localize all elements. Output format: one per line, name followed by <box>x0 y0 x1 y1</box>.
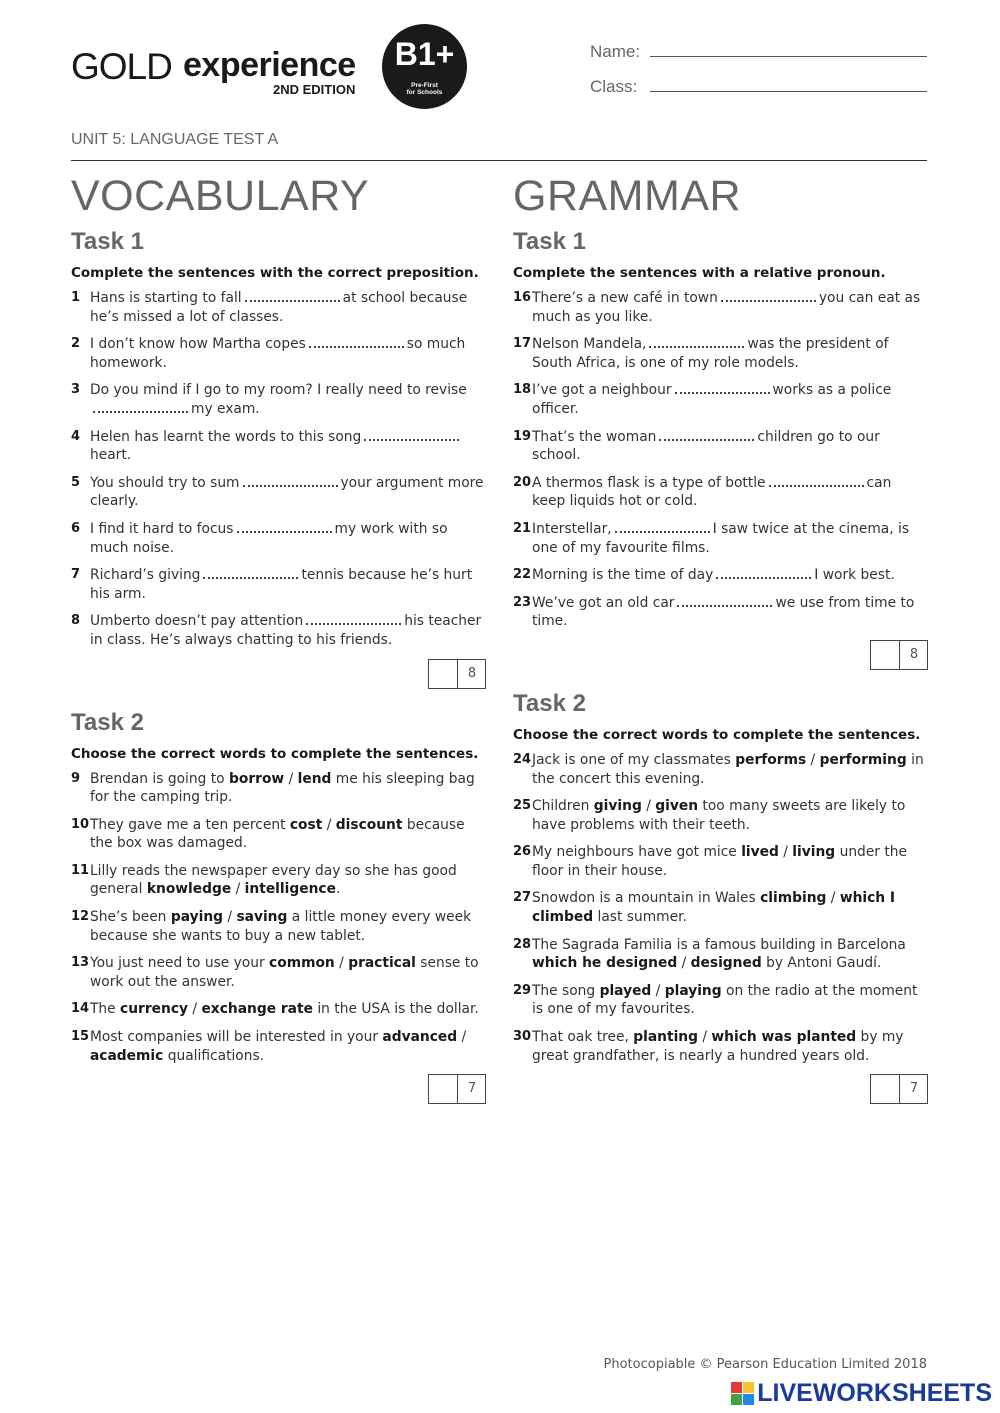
grammar-task1-title: Task 1 <box>513 228 586 255</box>
option-b[interactable]: given <box>655 798 699 815</box>
question-text: There’s a new café in town <box>532 290 718 306</box>
option-a[interactable]: which he designed <box>532 955 678 972</box>
question-text: by my great grandfather, is nearly a hundred years old. <box>532 1029 904 1064</box>
question-text: too many sweets are likely to have problems with their teeth. <box>532 798 906 833</box>
liveworksheets-text: LIVEWORKSHEETS <box>757 1379 992 1407</box>
option-separator: / <box>677 955 691 972</box>
question-text: Most companies will be interested in your <box>90 1029 383 1046</box>
question-number: 11 <box>71 862 90 878</box>
question-text: We’ve got an old car <box>532 594 675 611</box>
question-text: She’s been <box>90 909 171 926</box>
name-label: Name: <box>590 42 641 61</box>
option-b[interactable]: playing <box>664 982 722 999</box>
question-item <box>71 816 486 853</box>
page-header <box>71 24 927 114</box>
answer-gap[interactable] <box>677 595 772 607</box>
score-max: 8 <box>467 665 477 681</box>
question-text: works as a police officer. <box>532 382 892 417</box>
answer-gap[interactable] <box>364 429 459 441</box>
question-text: me his sleeping bag for the camping trip. <box>90 770 475 806</box>
option-separator: / <box>806 751 820 768</box>
question-item <box>513 889 928 926</box>
question-text: Richard’s giving <box>90 567 201 584</box>
question-number: 16 <box>513 290 532 305</box>
question-text: your argument more clearly. <box>90 474 484 510</box>
score-box <box>428 659 486 689</box>
question-item <box>513 751 928 788</box>
question-text: in the USA is the dollar. <box>312 1001 479 1018</box>
question-text: Do you mind if I go to my room? I really need to revise <box>90 382 467 399</box>
question-number: 13 <box>71 955 90 971</box>
question-text: Nelson Mandela, <box>532 336 647 353</box>
class-label: Class: <box>590 77 638 96</box>
vocab-task2-instruction: Choose the correct words to complete the sentences. <box>71 745 479 762</box>
question-number: 2 <box>71 336 81 352</box>
question-text: last summer. <box>593 909 687 926</box>
question-text: children go to our school. <box>532 428 880 464</box>
question-item <box>513 520 928 557</box>
question-number: 3 <box>71 382 81 398</box>
grammar-task1-instruction: Complete the sentences with a relative pronoun. <box>513 265 886 281</box>
option-a[interactable]: played <box>599 982 652 999</box>
question-number: 20 <box>513 474 532 490</box>
badge-level: B1+ <box>394 36 455 72</box>
option-a[interactable]: climbing <box>760 890 827 907</box>
answer-gap[interactable] <box>237 521 332 533</box>
question-number: 24 <box>513 751 532 767</box>
option-b[interactable]: which I climbed <box>532 890 896 926</box>
logo-edition-text: 2ND EDITION <box>273 82 356 97</box>
question-number: 29 <box>513 982 532 998</box>
score-max: 8 <box>909 646 919 662</box>
option-a[interactable]: giving <box>593 798 642 815</box>
question-item <box>71 908 486 945</box>
option-a[interactable]: cost <box>289 816 323 833</box>
option-b[interactable]: performing <box>819 751 907 768</box>
name-field[interactable] <box>590 42 640 62</box>
question-text: can keep liquids hot or cold. <box>532 474 892 510</box>
question-number: 23 <box>513 594 532 610</box>
question-text: The <box>90 1001 121 1018</box>
option-b[interactable]: saving <box>236 909 288 926</box>
class-field[interactable] <box>590 77 637 97</box>
option-a[interactable]: performs <box>735 751 807 768</box>
question-item <box>513 843 928 880</box>
question-text: You just need to use your <box>90 955 270 972</box>
option-a[interactable]: common <box>269 955 335 972</box>
option-separator: / <box>778 844 793 861</box>
question-number: 10 <box>71 816 90 832</box>
question-text: A thermos flask is a type of bottle <box>532 474 766 491</box>
answer-gap[interactable] <box>716 567 811 579</box>
question-item <box>71 770 486 807</box>
score-box <box>428 1074 486 1104</box>
option-a[interactable]: paying <box>170 909 224 926</box>
answer-gap[interactable] <box>615 521 710 533</box>
option-separator: / <box>188 1001 202 1018</box>
question-text: because the box was damaged. <box>90 816 465 852</box>
question-text: I’ve got a neighbour <box>532 382 672 399</box>
question-text: The song <box>532 982 600 999</box>
vocab-task1-score <box>71 659 486 689</box>
question-text: by Antoni Gaudí. <box>761 955 882 972</box>
question-text: You should try to sum <box>90 474 240 491</box>
name-input-line[interactable] <box>650 56 927 57</box>
option-separator: / <box>284 770 298 787</box>
question-item <box>513 381 928 418</box>
logo-experience-text: experience <box>183 46 356 84</box>
option-b[interactable]: lend <box>297 770 332 787</box>
vocab-task1-instruction: Complete the sentences with the correct preposition. <box>71 265 479 281</box>
answer-gap[interactable] <box>649 336 744 348</box>
question-text: I work best. <box>814 567 895 584</box>
grammar-task1-list <box>513 289 928 631</box>
question-number: 28 <box>513 936 532 952</box>
question-text: Helen has learnt the words to this song <box>90 428 362 445</box>
question-text: we use from time to time. <box>532 594 915 630</box>
question-number: 21 <box>513 520 532 536</box>
question-text: his teacher in class. He’s always chatting to his friends. <box>90 613 482 648</box>
question-text: That’s the woman <box>532 428 657 445</box>
header-divider <box>71 160 927 161</box>
badge-subtitle-2: for Schools <box>406 89 443 96</box>
option-b[interactable]: which was planted <box>711 1029 857 1046</box>
question-item <box>513 289 928 326</box>
question-number: 25 <box>513 798 532 814</box>
question-text: under the floor in their house. <box>532 844 908 879</box>
question-number: 12 <box>71 909 90 925</box>
question-text: My neighbours have got mice <box>532 844 742 861</box>
grammar-task2-score <box>513 1074 928 1104</box>
answer-gap[interactable] <box>243 475 338 487</box>
question-text: was the president of South Africa, is one of my role models. <box>532 336 889 371</box>
question-number: 18 <box>513 382 532 398</box>
option-separator: / <box>223 909 237 926</box>
question-text: heart. <box>90 447 132 464</box>
question-text: my exam. <box>191 400 260 417</box>
question-item <box>513 594 928 631</box>
question-text: I saw twice at the cinema, is one of my favourite films. <box>532 520 910 556</box>
question-text: Hans is starting to fall <box>90 290 242 306</box>
question-text: Interstellar, <box>532 520 612 537</box>
question-item <box>513 428 928 465</box>
question-item <box>513 936 928 973</box>
vocabulary-column <box>71 168 486 1104</box>
option-a[interactable]: planting <box>633 1029 698 1046</box>
question-item <box>71 474 486 511</box>
question-item <box>71 954 486 991</box>
level-badge <box>382 24 467 109</box>
question-item <box>513 335 928 372</box>
option-b[interactable]: designed <box>690 955 762 972</box>
score-max: 7 <box>467 1081 477 1097</box>
question-item <box>513 1028 928 1065</box>
question-text: sense to work out the answer. <box>90 955 479 990</box>
logo-gold-text: GOLD <box>71 46 172 87</box>
option-separator: / <box>231 881 245 898</box>
grammar-task2-instruction: Choose the correct words to complete the sentences. <box>513 726 921 743</box>
answer-gap[interactable] <box>675 382 770 394</box>
answer-gap[interactable] <box>721 290 816 302</box>
option-b[interactable]: exchange rate <box>201 1001 313 1018</box>
option-b[interactable]: practical <box>348 955 416 972</box>
question-text: Brendan is going to <box>90 770 229 787</box>
grammar-task2-list <box>513 751 928 1065</box>
question-number: 5 <box>71 474 81 490</box>
option-a[interactable]: borrow <box>228 770 285 787</box>
question-item <box>71 566 486 603</box>
score-box <box>870 1074 928 1104</box>
option-separator: / <box>457 1029 467 1046</box>
question-text: my work with so much noise. <box>90 520 448 556</box>
question-text: Children <box>532 798 594 815</box>
question-text: at school because he’s missed a lot of classes. <box>90 290 468 325</box>
question-text: . <box>335 881 341 898</box>
question-number: 27 <box>513 890 532 906</box>
question-number: 6 <box>71 520 81 536</box>
question-number: 26 <box>513 844 532 860</box>
question-text: Snowdon is a mountain in Wales <box>532 890 761 907</box>
question-text: Morning is the time of day <box>532 567 714 584</box>
grammar-title: GRAMMAR <box>513 172 742 220</box>
question-number: 22 <box>513 567 532 583</box>
question-item <box>513 474 928 511</box>
liveworksheets-icon <box>731 1382 754 1405</box>
question-item <box>71 335 486 372</box>
unit-label: UNIT 5: LANGUAGE TEST A <box>71 131 279 148</box>
question-text: a little money every week because she wants to buy a new tablet. <box>90 909 472 944</box>
copyright-notice: Photocopiable © Pearson Education Limited 2018 <box>603 1357 927 1372</box>
question-text: Lilly reads the newspaper every day so she has good general <box>90 862 457 898</box>
question-item <box>513 797 928 834</box>
question-item <box>71 1000 486 1019</box>
question-number: 7 <box>71 567 81 583</box>
option-separator: / <box>334 955 349 972</box>
answer-gap[interactable] <box>659 429 754 441</box>
question-item <box>71 612 486 649</box>
question-text: so much homework. <box>90 336 466 371</box>
option-a[interactable]: knowledge <box>146 881 232 898</box>
grammar-task2-title: Task 2 <box>513 689 586 717</box>
answer-gap[interactable] <box>203 567 298 579</box>
answer-gap[interactable] <box>93 401 188 413</box>
option-a[interactable]: currency <box>120 1001 189 1018</box>
vocabulary-title: VOCABULARY <box>71 172 370 220</box>
option-b[interactable]: discount <box>335 816 403 833</box>
option-separator: / <box>651 982 665 999</box>
question-item <box>71 381 486 418</box>
answer-gap[interactable] <box>245 290 340 302</box>
liveworksheets-logo[interactable] <box>731 1379 992 1408</box>
option-b[interactable]: academic <box>90 1047 164 1064</box>
question-number: 1 <box>71 290 81 305</box>
score-max: 7 <box>909 1081 919 1097</box>
question-text: That oak tree, <box>532 1029 634 1046</box>
option-separator: / <box>641 798 656 815</box>
question-item <box>71 1028 486 1065</box>
vocab-task1-list <box>71 289 486 650</box>
question-text: on the radio at the moment is one of my favourites. <box>532 982 918 1018</box>
question-number: 30 <box>513 1029 532 1045</box>
question-text: Umberto doesn’t pay attention <box>90 613 304 630</box>
option-a[interactable]: lived <box>741 844 779 861</box>
grammar-column <box>513 168 928 1104</box>
badge-subtitle-1: Pre-First <box>411 82 438 89</box>
option-a[interactable]: advanced <box>382 1029 458 1046</box>
vocab-task2-title: Task 2 <box>71 708 144 736</box>
question-text: in the concert this evening. <box>532 751 924 787</box>
score-box <box>870 640 928 670</box>
grammar-task1-score <box>513 640 928 670</box>
question-text: you can eat as much as you like. <box>532 290 921 325</box>
question-number: 9 <box>71 770 81 786</box>
question-number: 19 <box>513 428 532 444</box>
answer-gap[interactable] <box>309 336 404 348</box>
vocab-task2-list <box>71 770 486 1066</box>
option-separator: / <box>322 816 336 833</box>
vocab-task2-score <box>71 1074 486 1104</box>
answer-gap[interactable] <box>306 613 401 625</box>
question-item <box>71 862 486 899</box>
question-text: qualifications. <box>163 1047 265 1064</box>
answer-gap[interactable] <box>769 475 864 487</box>
question-item <box>71 520 486 557</box>
vocab-task1-title: Task 1 <box>71 228 144 255</box>
question-text: I don’t know how Martha copes <box>90 336 306 353</box>
question-item <box>513 566 928 585</box>
question-text: Jack is one of my classmates <box>532 751 736 768</box>
question-number: 4 <box>71 428 81 444</box>
question-text: tennis because he’s hurt his arm. <box>90 567 473 602</box>
question-number: 17 <box>513 336 532 352</box>
question-text: They gave me a ten percent <box>90 816 290 833</box>
option-b[interactable]: intelligence <box>244 881 336 898</box>
question-text: The Sagrada Familia is a famous building in Barcelona <box>532 936 906 953</box>
question-number: 14 <box>71 1001 90 1017</box>
option-separator: / <box>698 1029 712 1046</box>
question-number: 15 <box>71 1029 90 1045</box>
question-item <box>513 982 928 1019</box>
question-item <box>71 289 486 326</box>
class-input-line[interactable] <box>650 91 927 92</box>
question-number: 8 <box>71 613 81 629</box>
option-b[interactable]: living <box>792 844 836 861</box>
question-item <box>71 428 486 465</box>
question-text: I find it hard to focus <box>90 520 234 537</box>
option-separator: / <box>826 890 840 907</box>
